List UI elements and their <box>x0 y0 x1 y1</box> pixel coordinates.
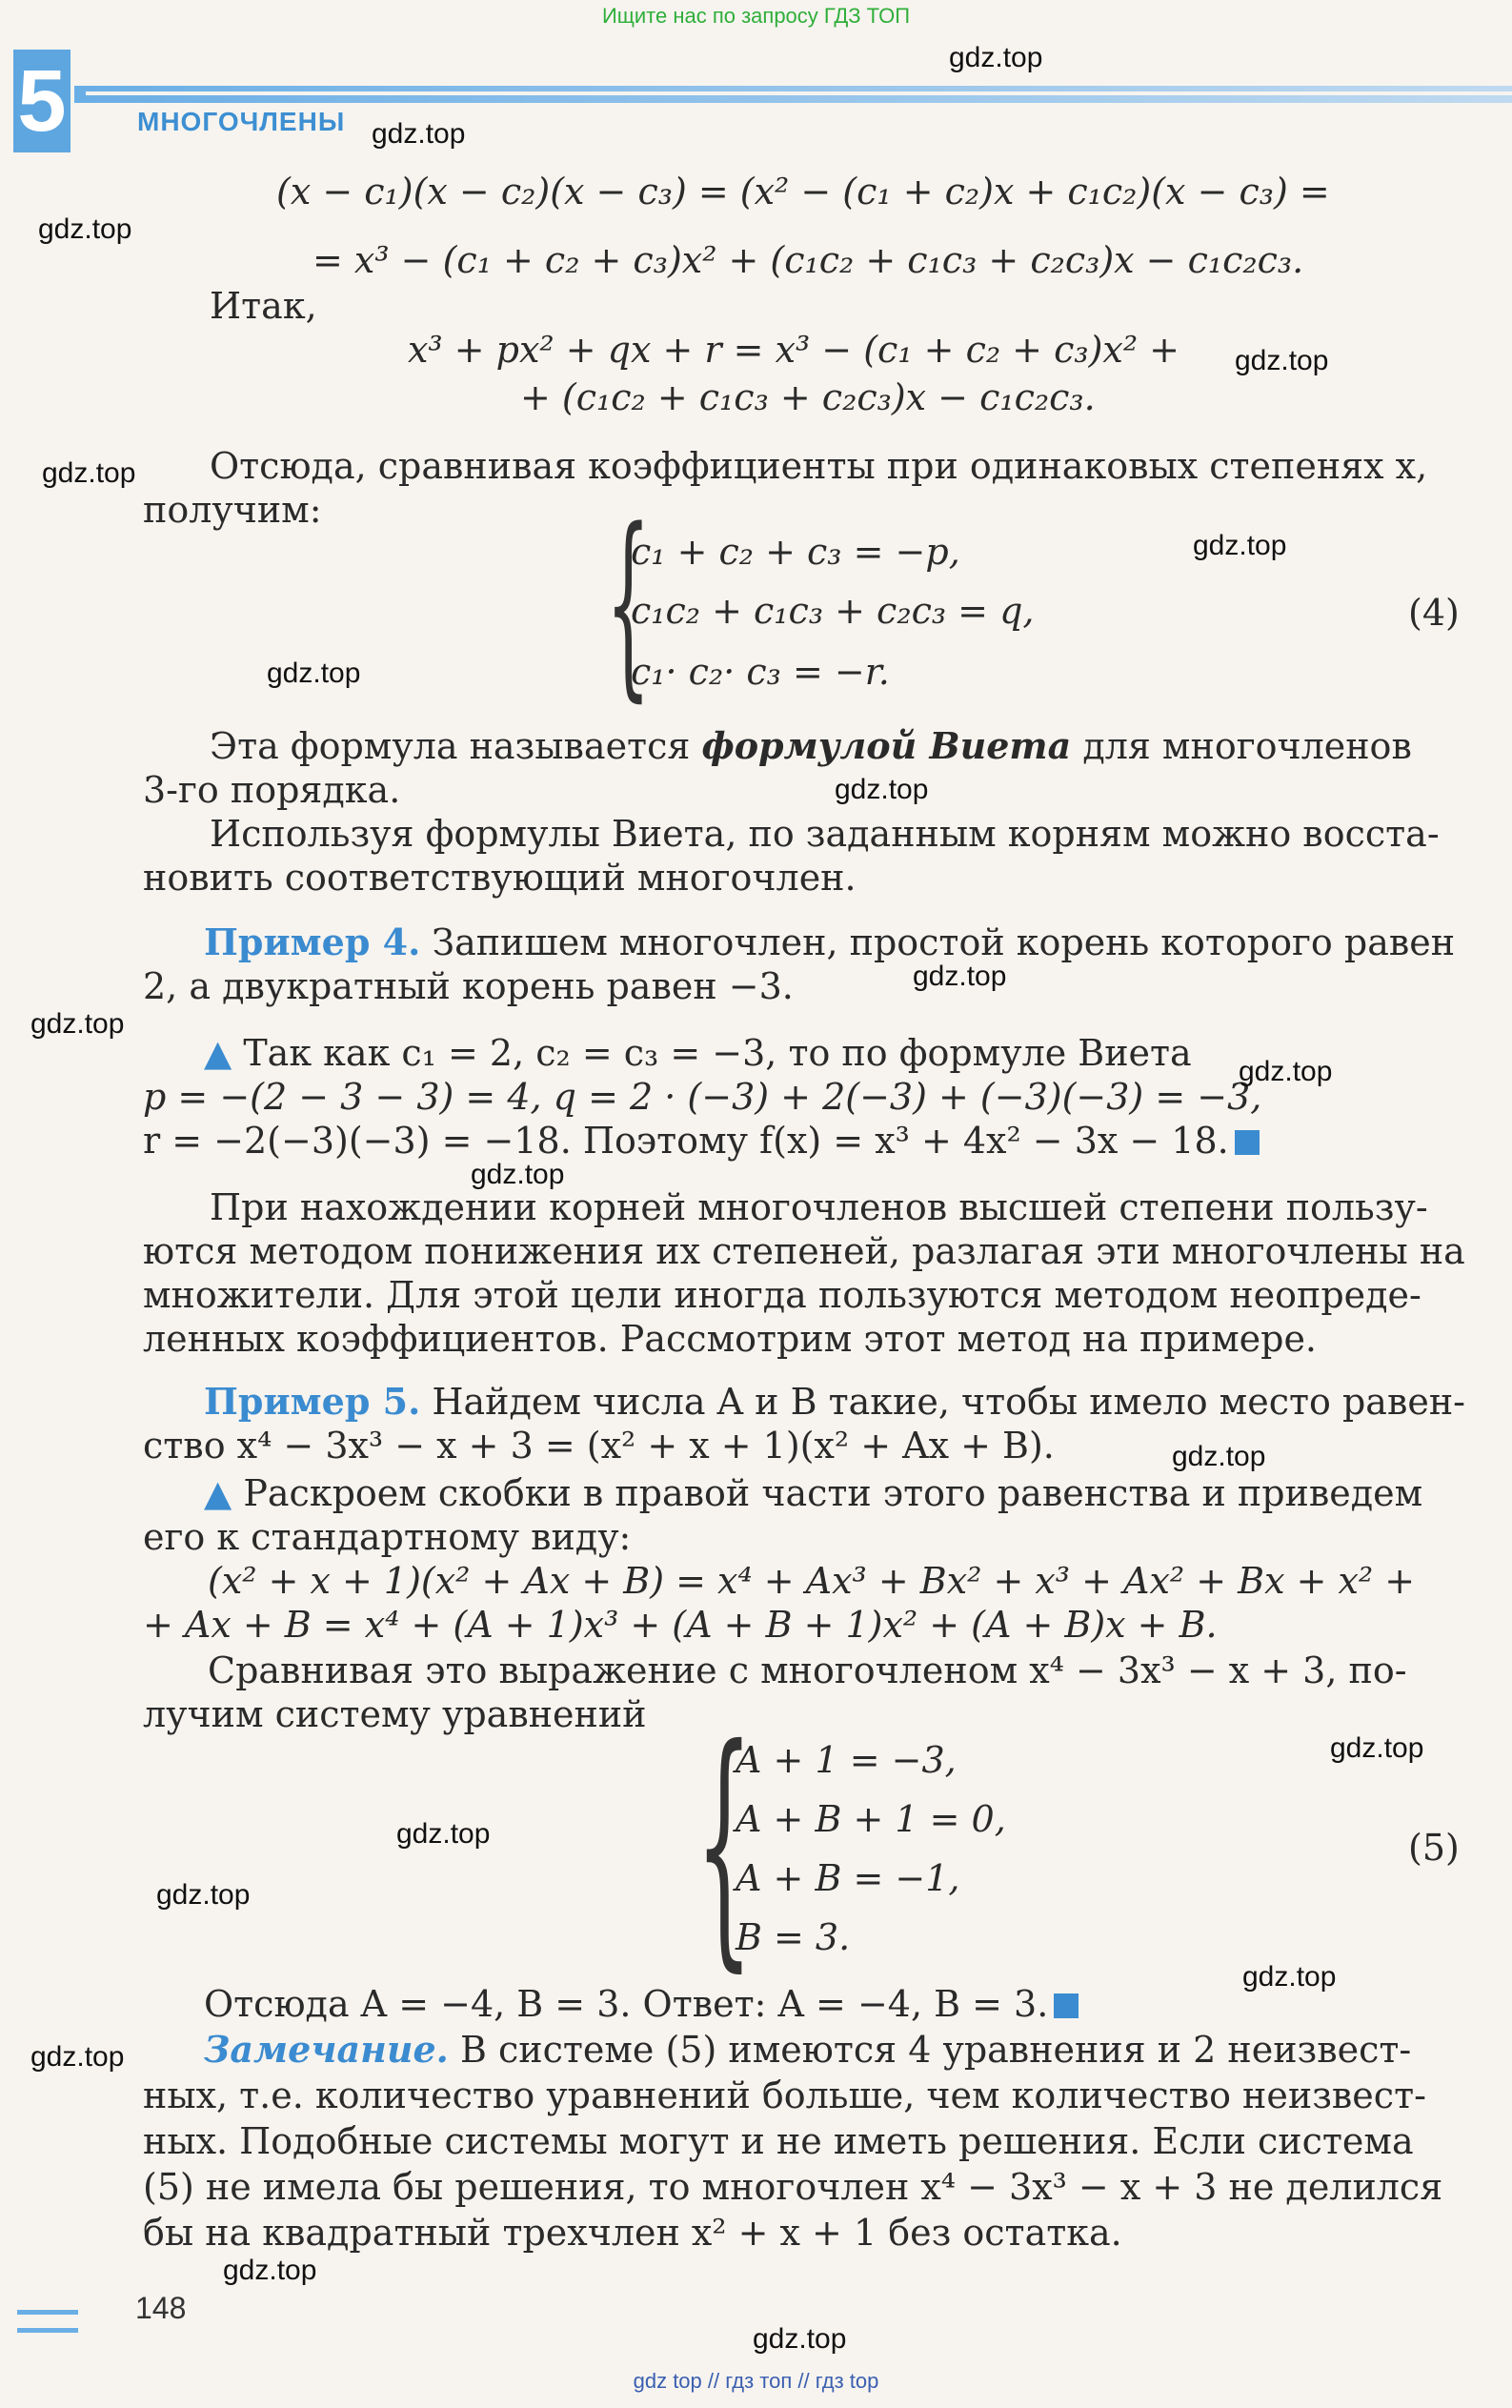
chapter-bar-line <box>86 91 1512 95</box>
watermark: gdz.top <box>1172 1441 1266 1472</box>
watermark: gdz.top <box>267 658 361 689</box>
example4-heading <box>204 921 1455 964</box>
example4-sol1-text: Так как c₁ = 2, c₂ = c₃ = −3, то по формуле Виета <box>243 1032 1192 1074</box>
top-banner: Ищите нас по запросу ГДЗ ТОП <box>601 4 911 28</box>
watermark: gdz.top <box>372 118 466 150</box>
viet-line2: 3-го порядка. <box>143 769 401 811</box>
page-number-bars <box>17 2310 78 2333</box>
example4-label: Пример 4. <box>204 921 421 963</box>
watermark: gdz.top <box>42 457 136 489</box>
remark-heading <box>204 2028 1411 2072</box>
remark-line3: ных. Подобные системы могут и не иметь решения. Если система <box>143 2120 1414 2162</box>
example4-sol3-text: r = −2(−3)(−3) = −18. Поэтому f(x) = x³ + 4x² − 3x − 18. <box>143 1120 1229 1162</box>
compare-line2: получим: <box>143 489 322 531</box>
watermark: gdz.top <box>396 1818 491 1850</box>
solution-start-icon: ▲ <box>204 1472 232 1514</box>
remark-line4: (5) не имела бы решения, то многочлен x⁴ − 3x³ − x + 3 не делился <box>143 2166 1443 2208</box>
example5-heading <box>204 1380 1465 1424</box>
example5-line2: ство x⁴ − 3x³ − x + 3 = (x² + x + 1)(x² + Ax + B). <box>143 1425 1055 1467</box>
restore-line1: Используя формулы Виета, по заданным корням можно восста- <box>210 813 1440 855</box>
solution-start-icon: ▲ <box>204 1032 232 1074</box>
system4-brace: { <box>606 486 651 719</box>
paragraph-line3: множители. Для этой цели иногда пользуются методом неопреде- <box>143 1274 1421 1316</box>
end-of-solution-icon <box>1054 1993 1079 2018</box>
remark-line2: ных, т.е. количество уравнений больше, чем количество неизвест- <box>143 2074 1426 2116</box>
remark-line1: В системе (5) имеются 4 уравнения и 2 неизвест- <box>459 2029 1412 2071</box>
watermark: gdz.top <box>1242 1961 1337 1993</box>
system5-eq4: B = 3. <box>736 1916 851 1958</box>
example5-solution-line1 <box>204 1471 1422 1515</box>
watermark: gdz.top <box>913 961 1007 992</box>
system4-eq3: c₁· c₂· c₃ = −r. <box>631 651 890 693</box>
bottom-banner: gdz top // гдз топ // гдз top <box>633 2369 879 2393</box>
example4-solution-line1 <box>204 1031 1192 1075</box>
watermark: gdz.top <box>1330 1732 1424 1764</box>
watermark: gdz.top <box>835 774 929 805</box>
answer-line <box>204 1982 1079 2026</box>
system4-eq1: c₁ + c₂ + c₃ = −p, <box>631 531 960 573</box>
remark-label: Замечание. <box>204 2028 449 2071</box>
system5-eq3: A + B = −1, <box>736 1857 960 1899</box>
watermark: gdz.top <box>30 1008 125 1040</box>
watermark: gdz.top <box>753 2323 847 2355</box>
example5-label: Пример 5. <box>204 1380 421 1423</box>
watermark: gdz.top <box>1235 345 1329 376</box>
eq1-line1: (x − c₁)(x − c₂)(x − c₃) = (x² − (c₁ + c₂)x + c₁c₂)(x − c₃) = <box>276 171 1330 212</box>
paragraph-line2: ются методом понижения их степеней, разлагая эти многочлены на <box>143 1230 1465 1272</box>
watermark: gdz.top <box>471 1159 565 1190</box>
example5-solution-line3: (x² + x + 1)(x² + Ax + B) = x⁴ + Ax³ + Bx² + x³ + Ax² + Bx + x² + <box>208 1560 1416 1602</box>
example5-solution-line4: + Ax + B = x⁴ + (A + 1)x³ + (A + B + 1)x² + (A + B)x + B. <box>143 1604 1218 1646</box>
system4-label: (4) <box>1408 592 1460 634</box>
paragraph-line4: ленных коэффициентов. Рассмотрим этот метод на примере. <box>143 1318 1318 1360</box>
watermark: gdz.top <box>1193 530 1287 561</box>
eq2-line2: + (c₁c₂ + c₁c₃ + c₂c₃)x − c₁c₂c₃. <box>520 376 1096 418</box>
remark-line5: бы на квадратный трехчлен x² + x + 1 без остатка. <box>143 2212 1122 2254</box>
example4-solution-line3 <box>143 1119 1260 1163</box>
eq1-line2: = x³ − (c₁ + c₂ + c₃)x² + (c₁c₂ + c₁c₃ + c₂c₃)x − c₁c₂c₃. <box>312 239 1304 281</box>
viet-prefix: Эта формула называется <box>210 725 691 767</box>
system5-label: (5) <box>1408 1827 1460 1869</box>
system5-brace: { <box>696 1693 754 1993</box>
watermark: gdz.top <box>223 2255 317 2286</box>
watermark: gdz.top <box>949 42 1043 73</box>
eq2-line1: x³ + px² + qx + r = x³ − (c₁ + c₂ + c₃)x² + <box>408 329 1180 371</box>
example4-solution-line2: p = −(2 − 3 − 3) = 4, q = 2 · (−3) + 2(−3) + (−3)(−3) = −3, <box>143 1076 1262 1118</box>
itak-label: Итак, <box>210 285 317 327</box>
watermark: gdz.top <box>1239 1056 1333 1087</box>
restore-line2: новить соответствующий многочлен. <box>143 857 857 899</box>
example5-solution-line6: лучим систему уравнений <box>143 1693 647 1735</box>
system4-eq2: c₁c₂ + c₁c₃ + c₂c₃ = q, <box>631 590 1035 632</box>
example5-line1: Найдем числа A и B такие, чтобы имело место равен- <box>432 1381 1466 1423</box>
page-number: 148 <box>135 2291 187 2325</box>
paragraph-line1: При нахождении корней многочленов высшей степени пользу- <box>210 1186 1428 1228</box>
example4-line1: Запишем многочлен, простой корень которого равен <box>432 921 1456 963</box>
example5-solution-line2: его к стандартному виду: <box>143 1516 632 1558</box>
system5-eq1: A + 1 = −3, <box>736 1739 957 1781</box>
answer-text: Отсюда A = −4, B = 3. Ответ: A = −4, B = 3. <box>204 1983 1049 2025</box>
example5-solution-line5: Сравнивая это выражение с многочленом x⁴ − 3x³ − x + 3, по- <box>208 1649 1407 1691</box>
watermark: gdz.top <box>30 2041 125 2073</box>
chapter-title: МНОГОЧЛЕНЫ <box>137 107 346 136</box>
compare-line1: Отсюда, сравнивая коэффициенты при одинаковых степенях x, <box>210 445 1428 487</box>
end-of-solution-icon <box>1235 1130 1260 1155</box>
viet-suffix: для многочленов <box>1082 725 1412 767</box>
viet-paragraph <box>210 724 1412 768</box>
viet-term: формулой Виета <box>701 724 1072 767</box>
watermark: gdz.top <box>38 213 132 245</box>
watermark: gdz.top <box>156 1879 251 1911</box>
system5-eq2: A + B + 1 = 0, <box>736 1798 1006 1840</box>
example4-line2: 2, а двукратный корень равен −3. <box>143 965 794 1007</box>
example5-sol1-text: Раскроем скобки в правой части этого равенства и приведем <box>243 1472 1423 1514</box>
chapter-number: 5 <box>13 50 71 152</box>
